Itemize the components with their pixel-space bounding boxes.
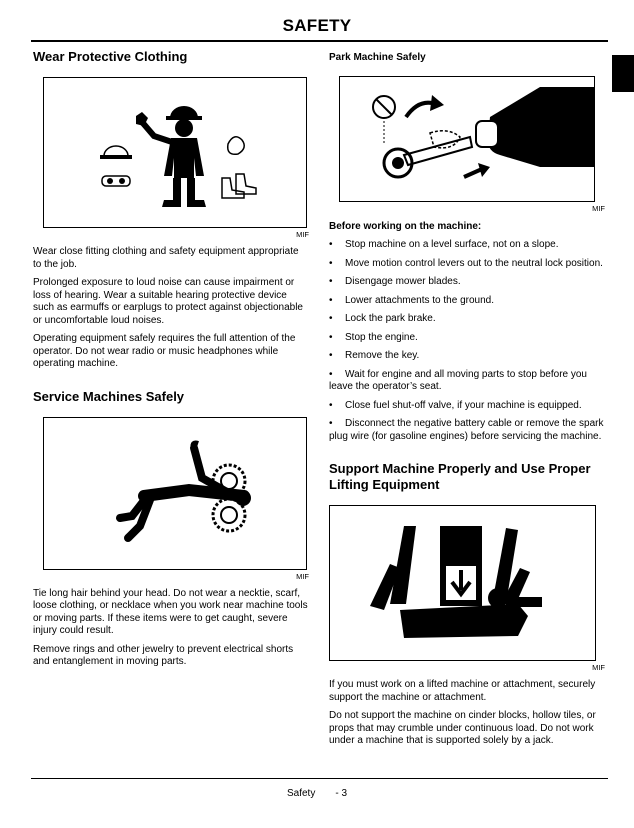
section-tab	[612, 55, 634, 92]
paragraph: Remove rings and other jewelry to prevent electrical shorts and entanglement in moving parts.	[33, 643, 294, 667]
heading-service-machines: Service Machines Safely	[33, 388, 185, 404]
bullet-marker: •	[329, 350, 333, 361]
figure-protective-clothing	[43, 77, 307, 228]
heading-protective-clothing: Wear Protective Clothing	[33, 49, 188, 64]
bullet-text: Wait for engine and all moving parts to stop before you leave the operator’s seat.	[329, 368, 587, 392]
bullet-item	[329, 313, 605, 326]
bullet-marker: •	[329, 257, 333, 269]
bullet-item	[329, 350, 605, 363]
bullet-marker: •	[329, 368, 333, 380]
page-title: SAFETY	[282, 16, 352, 35]
left-column	[33, 44, 309, 675]
bullet-marker: •	[329, 276, 333, 287]
bullet-text: Remove the key.	[345, 350, 420, 361]
bullet-item	[329, 369, 605, 394]
bullet-item	[329, 418, 605, 443]
subheading-before-working: Before working on the machine:	[329, 221, 482, 232]
paragraph: Prolonged exposure to loud noise can cause impairment or loss of hearing. Wear a suitable hearing protective device such as earmuffs or earplugs to protect against objectionable or uncomfortable loud noises.	[33, 277, 303, 326]
paragraph: If you must work on a lifted machine or attachment, securely support the machine or attachment.	[329, 679, 596, 703]
bullet-marker: •	[329, 331, 333, 343]
bullet-marker: •	[329, 294, 333, 306]
paragraph: Operating equipment safely requires the full attention of the operator. Do not wear radio or music headphones while operating machine.	[33, 333, 296, 369]
footer-section: Safety	[286, 788, 316, 799]
bullet-item	[329, 400, 605, 413]
bullet-item	[329, 295, 605, 308]
protective-clothing-illustration	[44, 78, 306, 227]
figure-label: MIF	[592, 663, 605, 672]
bullet-text: Stop machine on a level surface, not on a slope.	[345, 239, 559, 250]
figure-support-machine	[329, 505, 596, 661]
bullet-list	[329, 239, 605, 443]
bullet-text: Disengage mower blades.	[345, 276, 461, 287]
bullet-text: Stop the engine.	[345, 331, 418, 343]
bullet-item	[329, 332, 605, 345]
figure-park-machine	[339, 76, 595, 202]
header-rule	[31, 40, 608, 42]
bullet-item	[329, 258, 605, 271]
heading-park-machine: Park Machine Safely	[329, 52, 426, 63]
figure-label: MIF	[296, 230, 309, 239]
remove-key-illustration	[340, 77, 594, 201]
footer-page-number: - 3	[335, 788, 348, 799]
bullet-text: Lock the park brake.	[345, 313, 436, 324]
bullet-text: Disconnect the negative battery cable or remove the spark plug wire (for gasoline engines) before servicing the machine.	[329, 418, 604, 442]
bullet-marker: •	[329, 418, 333, 429]
paragraph: Do not support the machine on cinder blocks, hollow tiles, or props that may crumble under continuous load. Do not work under a machine that is supported solely by a jack.	[329, 710, 596, 746]
heading-support-machine: Support Machine Properly and Use Proper Lifting Equipment	[329, 461, 591, 492]
bullet-marker: •	[329, 399, 333, 411]
right-column	[329, 44, 605, 754]
bullet-text: Close fuel shut-off valve, if your machine is equipped.	[345, 399, 582, 411]
figure-label: MIF	[296, 571, 309, 581]
figure-service-machines	[43, 417, 307, 570]
crush-hazard-illustration	[330, 506, 595, 660]
paragraph: Wear close fitting clothing and safety equipment appropriate to the job.	[33, 246, 299, 270]
page-footer	[0, 788, 634, 799]
figure-label: MIF	[592, 204, 605, 213]
footer-rule	[31, 778, 608, 779]
bullet-item	[329, 239, 605, 252]
bullet-item	[329, 276, 605, 289]
bullet-text: Move motion control levers out to the neutral lock position.	[345, 257, 603, 269]
bullet-text: Lower attachments to the ground.	[345, 294, 494, 306]
entanglement-illustration	[44, 418, 306, 569]
bullet-marker: •	[329, 239, 333, 250]
paragraph: Tie long hair behind your head. Do not wear a necktie, scarf, loose clothing, or necklace when you work near machine tools or moving parts. If these items were to get caught, severe injury could result.	[33, 587, 308, 636]
bullet-marker: •	[329, 313, 333, 324]
